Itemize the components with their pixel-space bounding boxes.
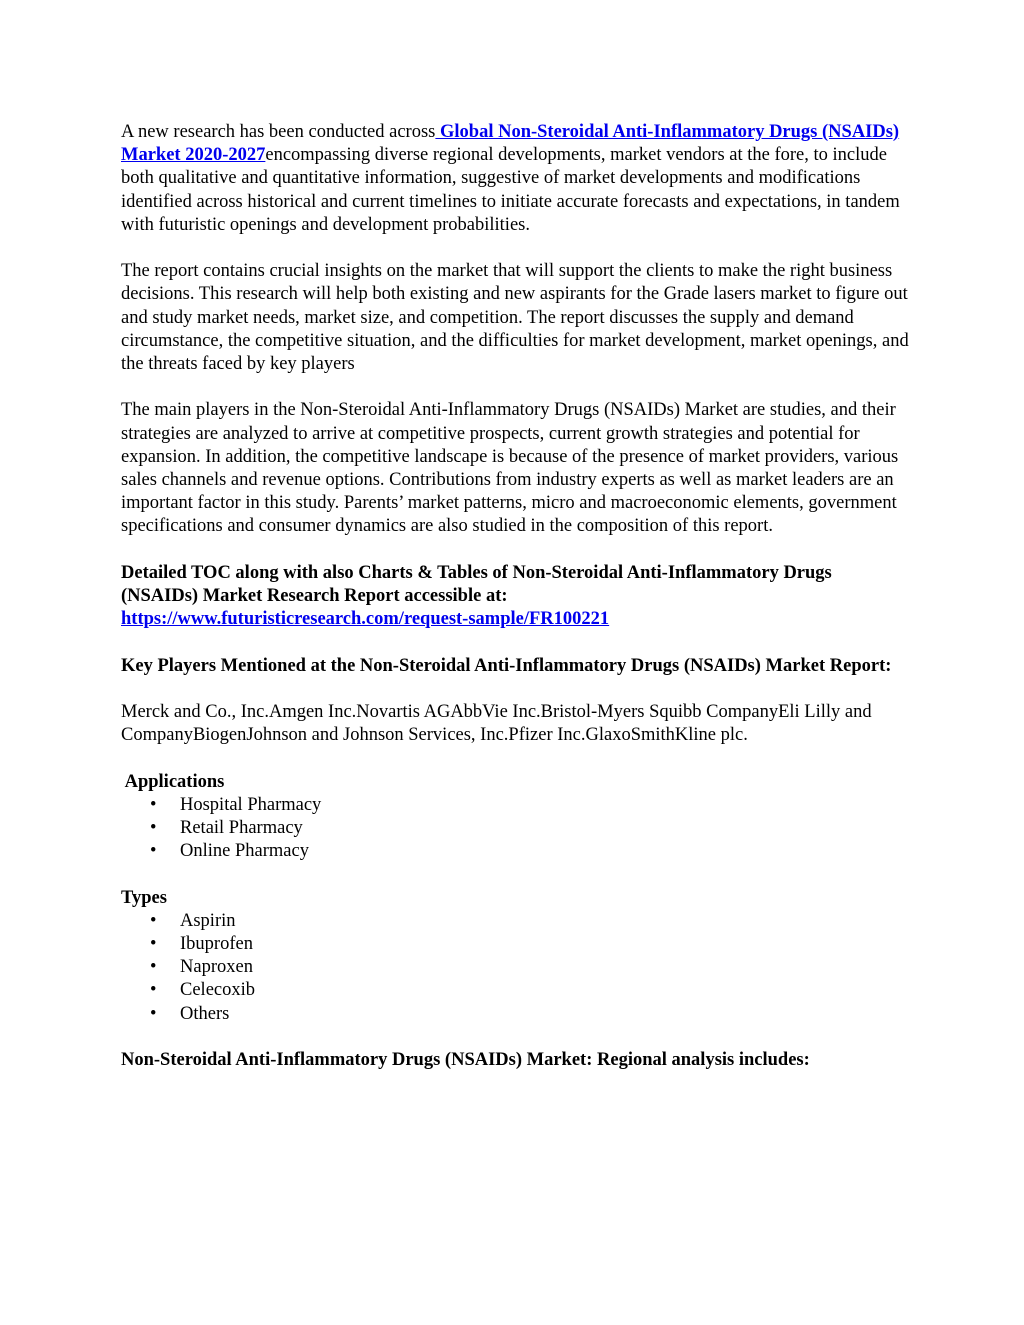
bullet-icon: • <box>150 794 157 815</box>
bullet-icon: • <box>150 980 157 1001</box>
intro-suffix: encompassing diverse regional developments, market vendors at the fore, to include both qualitative and quantitative information, suggestive of market developments and modifications identified across historical and current timelines to initiate accurate forecasts and expectations, in tandem with futuristic openings and development probabilities. <box>121 145 900 235</box>
applications-list <box>121 794 911 864</box>
list-item <box>121 817 911 840</box>
intro-paragraph <box>121 121 911 237</box>
type-label: Naproxen <box>180 957 253 978</box>
key-players-heading: Key Players Mentioned at the Non-Steroidal Anti-Inflammatory Drugs (NSAIDs) Market Report: <box>121 655 892 676</box>
toc-heading: Detailed TOC along with also Charts & Tables of Non-Steroidal Anti-Inflammatory Drugs (NSAIDs) Market Research Report accessible at: <box>121 562 832 607</box>
types-heading: Types <box>121 887 167 908</box>
type-label: Others <box>180 1003 230 1024</box>
bullet-icon: • <box>150 910 157 931</box>
report-insights-paragraph: The report contains crucial insights on the market that will support the clients to make the right business decisions. This research will help both existing and new aspirants for the Grade lasers market to figure out and study market needs, market size, and competition. The report discusses the supply and demand circumstance, the competitive situation, and the difficulties for market development, market openings, and the threats faced by key players <box>121 261 909 375</box>
sample-request-link[interactable]: https://www.futuristicresearch.com/request-sample/FR100221 <box>121 609 610 630</box>
list-item <box>121 979 911 1002</box>
intro-prefix: A new research has been conducted across <box>121 122 436 142</box>
type-label: Aspirin <box>180 910 236 931</box>
applications-heading: Applications <box>121 771 225 792</box>
type-label: Celecoxib <box>180 980 256 1001</box>
types-list <box>121 910 911 1026</box>
regional-analysis-heading: Non-Steroidal Anti-Inflammatory Drugs (NSAIDs) Market: Regional analysis includes: <box>121 1050 810 1070</box>
list-item <box>121 794 911 817</box>
list-item <box>121 956 911 979</box>
list-item <box>121 1003 911 1026</box>
list-item <box>121 910 911 933</box>
market-report-link[interactable]: Global Non-Steroidal Anti-Inflammatory Drugs (NSAIDs) Market 2020-2027 <box>121 122 900 166</box>
key-players-list: Merck and Co., Inc.Amgen Inc.Novartis AGAbbVie Inc.Bristol-Myers Squibb CompanyEli Lilly and CompanyBiogenJohnson and Johnson Services, Inc.Pfizer Inc.GlaxoSmithKline plc. <box>121 702 872 746</box>
bullet-icon: • <box>150 957 157 978</box>
list-item <box>121 840 911 863</box>
bullet-icon: • <box>150 934 157 954</box>
bullet-icon: • <box>150 1003 157 1024</box>
main-players-paragraph: The main players in the Non-Steroidal Anti-Inflammatory Drugs (NSAIDs) Market are studies, and their strategies are analyzed to arrive at competitive prospects, current growth strategies and potential for expansion. In addition, the competitive landscape is because of the presence of market providers, various sales channels and revenue options. Contributions from industry experts as well as market leaders are an important factor in this study. Parents’ market patterns, micro and macroeconomic elements, government specifications and consumer dynamics are also studied in the composition of this report. <box>121 400 899 537</box>
application-label: Online Pharmacy <box>180 841 309 862</box>
bullet-icon: • <box>150 841 157 862</box>
list-item <box>121 933 911 956</box>
document-page <box>121 121 911 1072</box>
application-label: Retail Pharmacy <box>180 818 303 838</box>
application-label: Hospital Pharmacy <box>180 794 322 815</box>
bullet-icon: • <box>150 818 157 838</box>
type-label: Ibuprofen <box>180 934 253 954</box>
toc-link-line <box>121 608 911 631</box>
